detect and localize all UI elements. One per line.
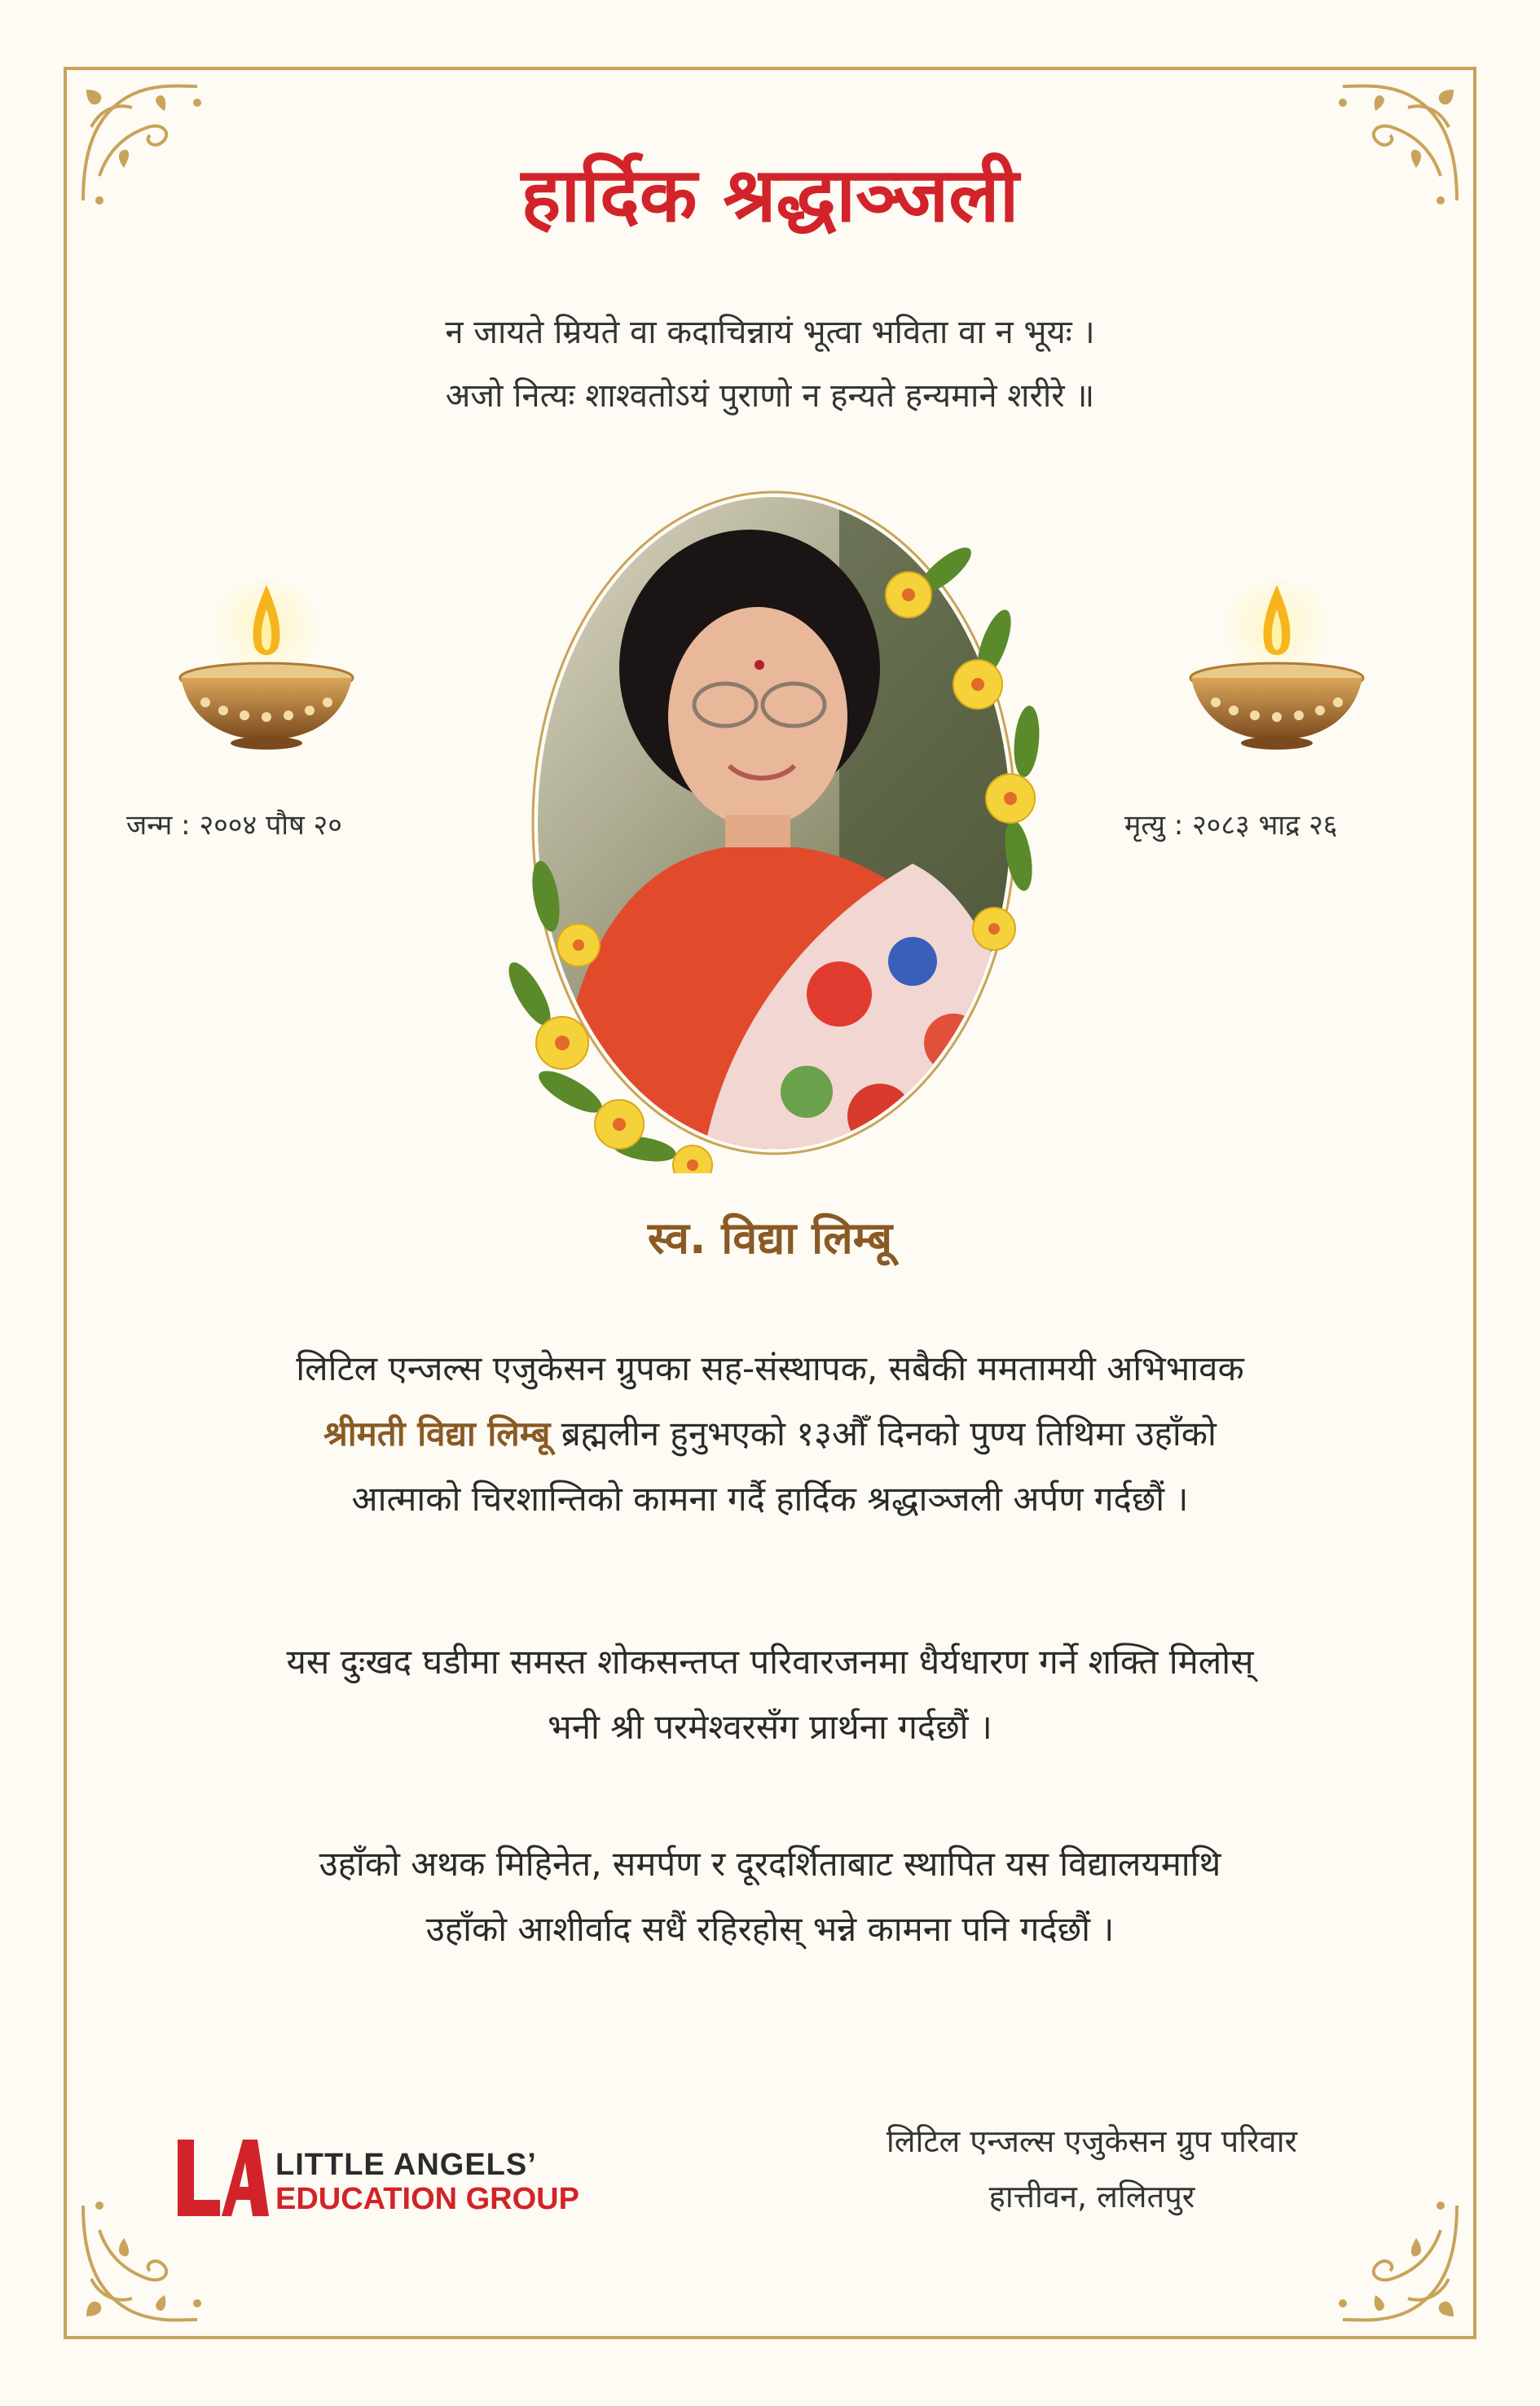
logo-line-2: EDUCATION GROUP [275,2182,579,2216]
tribute-paragraph-1 [114,1336,1426,1532]
logo-line-1: LITTLE ANGELS’ [275,2148,537,2182]
portrait-photo [456,473,1108,1173]
footer-location: हात्तीवन, ललितपुर [988,2179,1195,2215]
footer-organization: लिटिल एन्जल्स एजुकेसन ग्रुप परिवार [886,2123,1298,2159]
paragraph-line: लिटिल एन्जल्स एजुकेसन ग्रुपका सह-संस्थापक, सबैकी ममतामयी अभिभावक [296,1348,1244,1388]
highlighted-name: श्रीमती विद्या लिम्बू [323,1414,551,1454]
deceased-name: स्व. विद्या लिम्बू [647,1212,893,1264]
shloka-line-2: अजो नित्यः शाश्वतोऽयं पुराणो न हन्यते हन्यमाने शरीरे ॥ [445,377,1095,415]
shloka-line-1: न जायते म्रियते वा कदाचिन्नायं भूत्वा भविता वा न भूयः । [445,314,1095,351]
paragraph-line [114,1401,1426,1467]
oil-lamp-icon [173,580,360,759]
paragraph-line: उहाँको अथक मिहिनेत, समर्पण र दूरदर्शिताबाट स्थापित यस विद्यालयमाथि [319,1844,1221,1884]
tribute-paragraph-3 [114,1832,1426,1962]
paragraph-line: भनी श्री परमेश्वरसँग प्रार्थना गर्दछौं । [548,1707,992,1747]
la-logo-mark-icon [173,2133,271,2223]
oil-lamp-icon [1183,580,1371,759]
paragraph-line: यस दुःखद घडीमा समस्त शोकसन्तप्त परिवारजनमा धैर्यधारण गर्ने शक्ति मिलोस् [286,1642,1254,1682]
birth-date: जन्म : २००४ पौष २० [126,809,342,842]
paragraph-line: उहाँको आशीर्वाद सधैं रहिरहोस् भन्ने कामना पनि गर्दछौं । [425,1909,1115,1949]
tribute-paragraph-2 [114,1630,1426,1760]
page-title: हार्दिक श्रद्धाञ्जली [521,152,1019,239]
paragraph-text: ब्रह्मलीन हुनुभएको १३औँ दिनको पुण्य तिथिमा उहाँको [550,1414,1217,1454]
school-logo [173,2133,629,2223]
death-date: मृत्यु : २०८३ भाद्र २६ [1124,809,1338,842]
paragraph-line: आत्माको चिरशान्तिको कामना गर्दै हार्दिक श्रद्धाञ्जली अर्पण गर्दछौं । [351,1479,1189,1519]
